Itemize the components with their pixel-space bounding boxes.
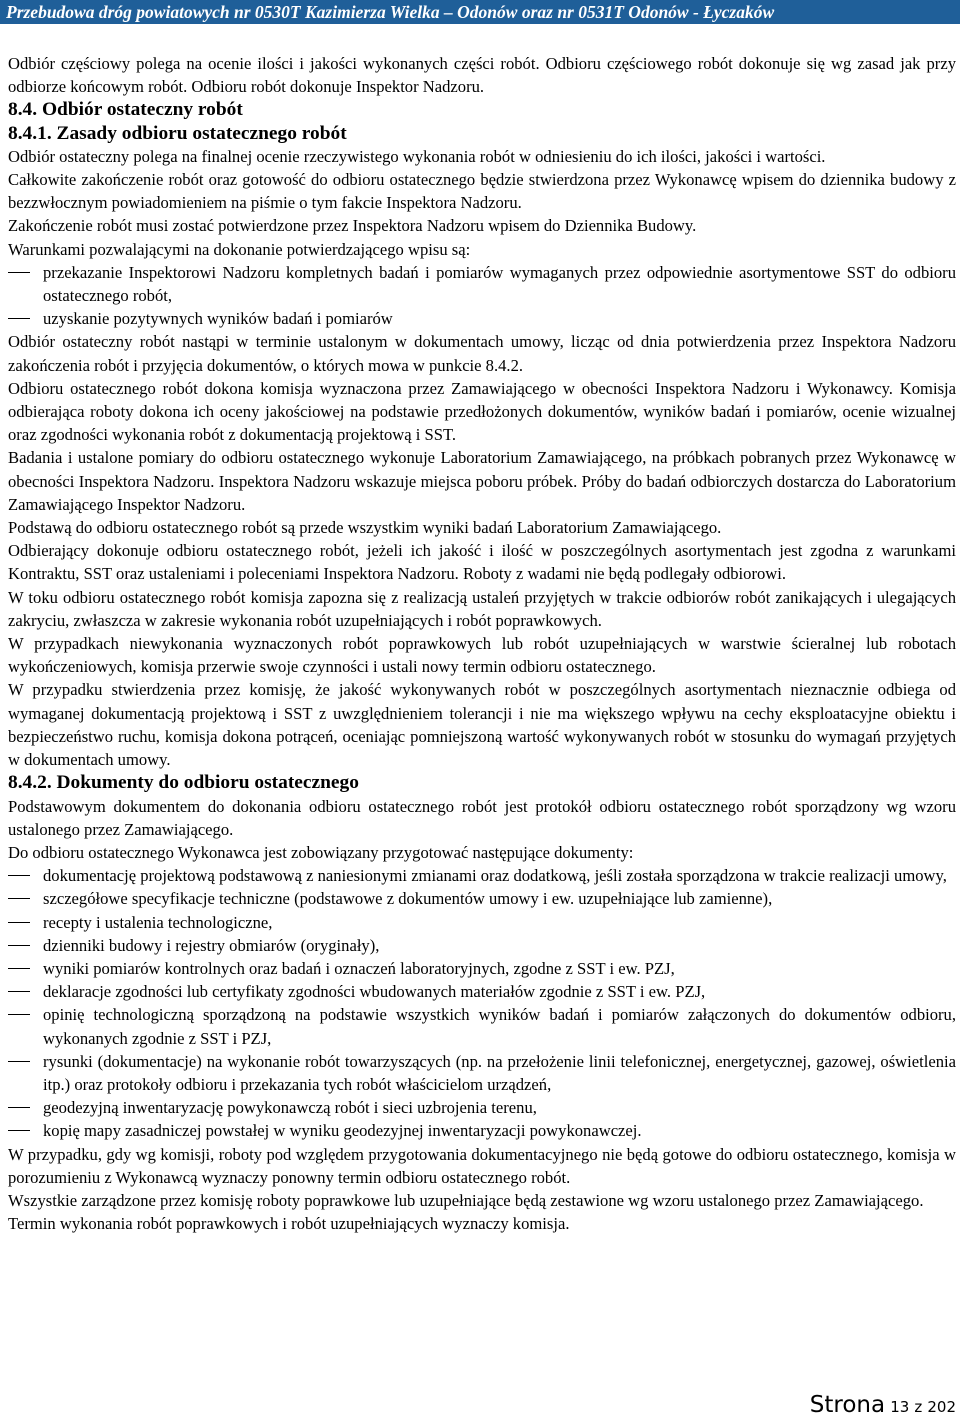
document-body	[8, 52, 956, 1235]
list-item: recepty i ustalenia technologiczne,	[8, 911, 956, 934]
paragraph: W przypadkach niewykonania wyznaczonych robót poprawkowych lub robót uzupełniających w warstwie ścieralnej lub robotach wykończeniowych, komisja przerwie swoje czynności i ustali nowy termin odbioru ostatecznego.	[8, 634, 956, 677]
list-item: szczegółowe specyfikacje techniczne (podstawowe z dokumentów umowy i ew. uzupełniające lub zamienne),	[8, 887, 956, 910]
list-item: przekazanie Inspektorowi Nadzoru kompletnych badań i pomiarów wymaganych przez odpowiednie asortymentowe SST do odbioru ostatecznego robót,	[8, 261, 956, 307]
paragraph: Podstawą do odbioru ostatecznego robót są przede wszystkim wyniki badań Laboratorium Zamawiającego.	[8, 518, 722, 538]
list-item: geodezyjną inwentaryzację powykonawczą robót i sieci uzbrojenia terenu,	[8, 1096, 956, 1119]
section-heading: 8.4. Odbiór ostateczny robót	[8, 99, 243, 121]
paragraph: Podstawowym dokumentem do dokonania odbioru ostatecznego robót jest protokół odbioru ostatecznego robót sporządzony wg wzoru ustalonego przez Zamawiającego.	[8, 796, 956, 839]
paragraph: Wszystkie zarządzone przez komisję roboty poprawkowe lub uzupełniające będą zestawione wg wzoru ustalonego przez Zamawiającego.	[8, 1190, 924, 1210]
paragraph: Odbiór ostateczny polega na finalnej ocenie rzeczywistego wykonania robót w odniesieniu do ich ilości, jakości i wartości.	[8, 146, 826, 166]
list-item: deklaracje zgodności lub certyfikaty zgodności wbudowanych materiałów zgodnie z SST i ew. PZJ,	[8, 980, 956, 1003]
paragraph: Termin wykonania robót poprawkowych i robót uzupełniających wyznaczy komisja.	[8, 1214, 570, 1234]
list-item: uzyskanie pozytywnych wyników badań i pomiarów	[8, 307, 956, 330]
footer-page-total: 202	[927, 1398, 956, 1416]
paragraph: Warunkami pozwalającymi na dokonanie potwierdzającego wpisu są:	[8, 239, 471, 259]
paragraph: W przypadku stwierdzenia przez komisję, że jakość wykonywanych robót w poszczególnych asortymentach nieznacznie odbiega od wymaganej dokumentacją projektową i SST z uwzględnieniem tolerancji i nie ma większego wpływu na cechy eksploatacyjne obiektu i bezpieczeństwo ruchu, komisja dokona potrąceń, oceniając pomniejszoną wartość wykonywanych robót w stosunku do wymagań przyjętych w dokumentach umowy.	[8, 680, 956, 770]
footer-separator: z	[914, 1398, 923, 1416]
list-item: opinię technologiczną sporządzoną na podstawie wszystkich wyników badań i pomiarów załączonych do dokumentów odbioru, wykonanych zgodnie z SST i PZJ,	[8, 1003, 956, 1049]
footer-page-word: Strona	[809, 1392, 886, 1418]
page-footer	[810, 1392, 956, 1422]
list-item: wyniki pomiarów kontrolnych oraz badań i oznaczeń laboratoryjnych, zgodne z SST i ew. PZJ,	[8, 957, 956, 980]
section-heading: 8.4.2. Dokumenty do odbioru ostatecznego	[8, 772, 359, 794]
paragraph: W przypadku, gdy wg komisji, roboty pod względem przygotowania dokumentacyjnego nie będą gotowe do odbioru ostatecznego, komisja w porozumieniu z Wykonawcą wyznaczy ponowny termin odbioru ostatecznego robót.	[8, 1144, 956, 1187]
dash-list	[8, 864, 956, 1142]
paragraph: Odbioru ostatecznego robót dokona komisja wyznaczona przez Zamawiającego w obecności Inspektora Nadzoru i Wykonawcy. Komisja odbierająca roboty dokona ich oceny jakościowej na podstawie przedłożonych dokumentów, wyników badań i pomiarów, ocenie wizualnej oraz zgodności wykonania robót z dokumentacją projektową i SST.	[8, 378, 956, 445]
section-heading: 8.4.1. Zasady odbioru ostatecznego robót	[8, 122, 347, 144]
paragraph: Odbiór ostateczny robót nastąpi w terminie ustalonym w dokumentach umowy, licząc od dnia potwierdzenia przez Inspektora Nadzoru zakończenia robót i przyjęcia dokumentów, o których mowa w punkcie 8.4.2.	[8, 332, 956, 375]
list-item: dokumentację projektową podstawową z naniesionymi zmianami oraz dodatkową, jeśli została sporządzona w trakcie realizacji umowy,	[8, 864, 956, 887]
list-item: kopię mapy zasadniczej powstałej w wyniku geodezyjnej inwentaryzacji powykonawczej.	[8, 1119, 956, 1142]
paragraph: Badania i ustalone pomiary do odbioru ostatecznego wykonuje Laboratorium Zamawiającego, na próbkach pobranych przez Wykonawcę w obecności Inspektora Nadzoru. Inspektora Nadzoru wskazuje miejsca poboru próbek. Próby do badań odbiorczych dostarcza do Laboratorium Zamawiającego Inspektor Nadzoru.	[8, 448, 956, 514]
dash-list	[8, 261, 956, 331]
paragraph: Do odbioru ostatecznego Wykonawca jest zobowiązany przygotować następujące dokumenty:	[8, 842, 634, 862]
list-item: rysunki (dokumentacje) na wykonanie robót towarzyszących (np. na przełożenie linii telefonicznej, energetycznej, gazowej, oświetlenia itp.) oraz protokoły odbioru i przekazania tych robót właścicielom urządzeń,	[8, 1050, 956, 1096]
document-header	[0, 0, 960, 24]
paragraph: Zakończenie robót musi zostać potwierdzone przez Inspektora Nadzoru wpisem do Dziennika Budowy.	[8, 216, 697, 236]
list-item: dzienniki budowy i rejestry obmiarów (oryginały),	[8, 934, 956, 957]
footer-page-number: 13	[890, 1398, 910, 1416]
paragraph: W toku odbioru ostatecznego robót komisja zapozna się z realizacją ustaleń przyjętych w trakcie odbiorów robót zanikających i ulegających zakryciu, zwłaszcza w zakresie wykonania robót uzupełniających i robót poprawkowych.	[8, 587, 956, 630]
paragraph: Odbiór częściowy polega na ocenie ilości i jakości wykonanych części robót. Odbioru częściowego robót dokonuje się wg zasad jak przy odbiorze końcowym robót. Odbioru robót dokonuje Inspektor Nadzoru.	[8, 54, 956, 97]
paragraph: Całkowite zakończenie robót oraz gotowość do odbioru ostatecznego będzie stwierdzona przez Wykonawcę wpisem do dziennika budowy z bezzwłocznym powiadomieniem na piśmie o tym fakcie Inspektora Nadzoru.	[8, 170, 956, 213]
header-title: Przebudowa dróg powiatowych nr 0530T Kazimierza Wielka – Odonów oraz nr 0531T Odonów - Łyczaków	[6, 2, 775, 22]
paragraph: Odbierający dokonuje odbioru ostatecznego robót, jeżeli ich jakość i ilość w poszczególnych asortymentach jest zgodna z warunkami Kontraktu, SST oraz ustaleniami i poleceniami Inspektora Nadzoru. Roboty z wadami nie będą podlegały odbiorowi.	[8, 541, 956, 584]
